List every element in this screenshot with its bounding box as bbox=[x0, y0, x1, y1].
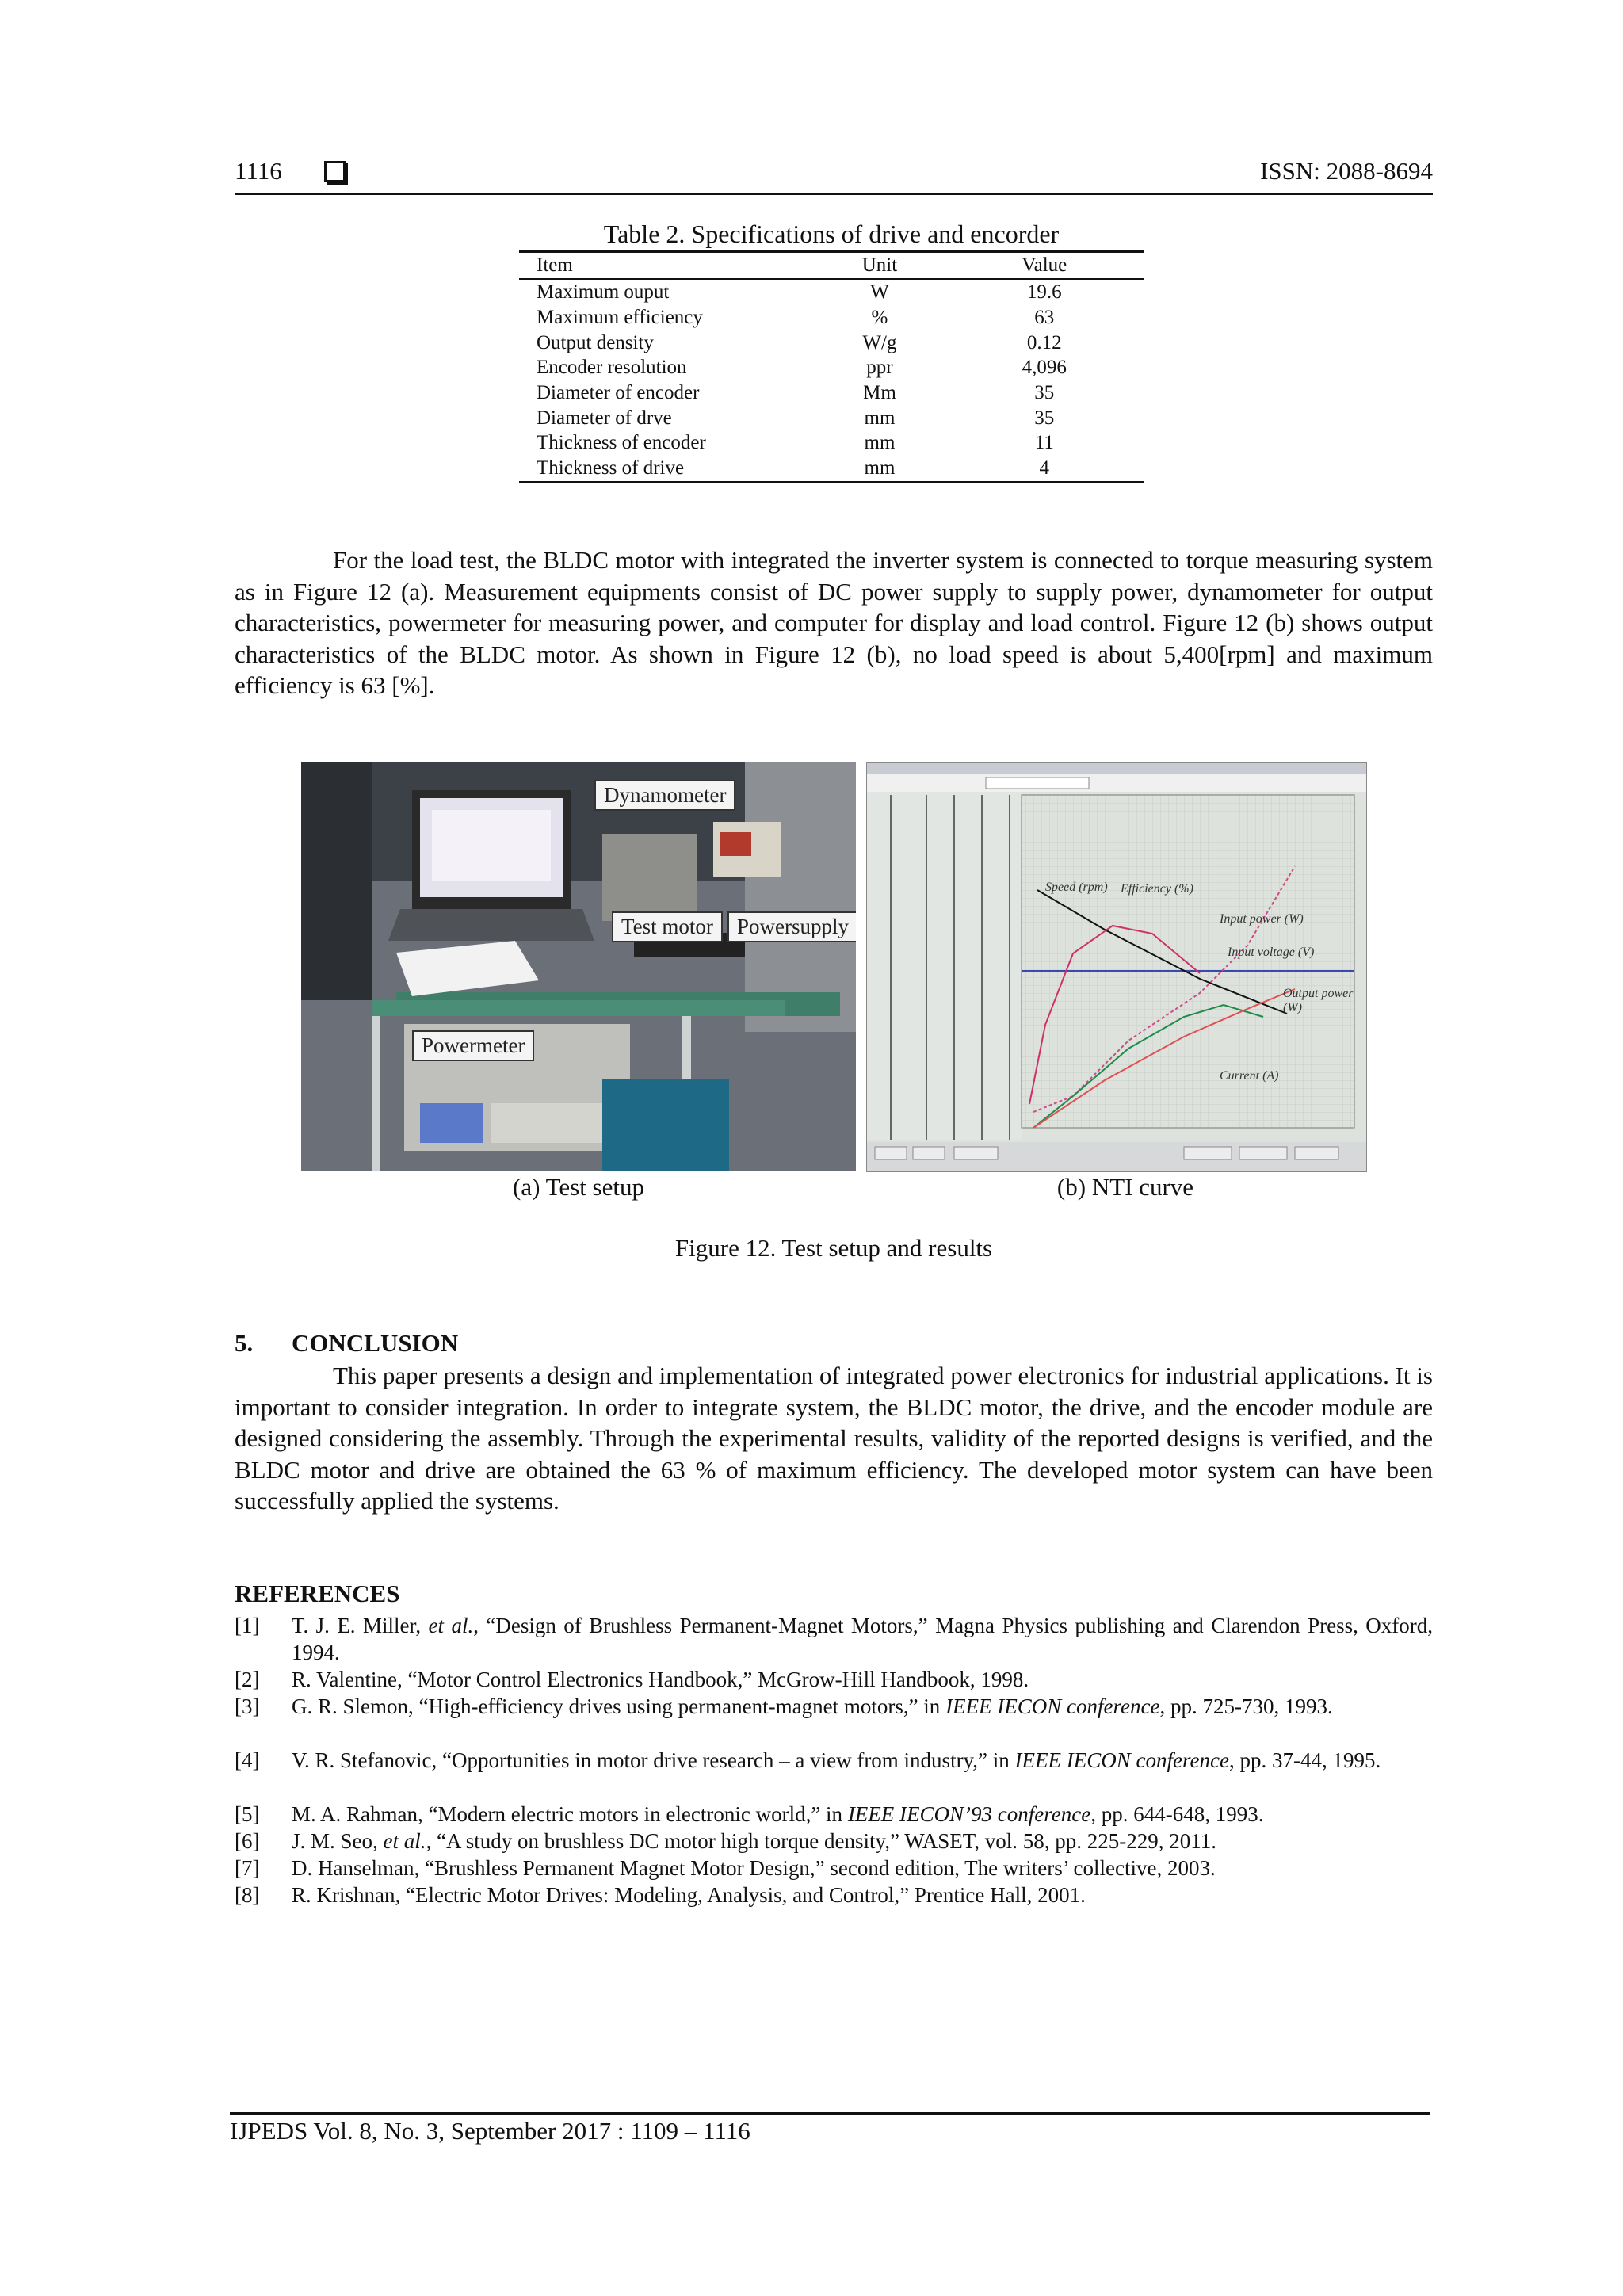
reference-number: [7] bbox=[235, 1856, 260, 1880]
reference-text bbox=[292, 1855, 1433, 1881]
test-motor-label: Test motor bbox=[612, 911, 723, 942]
cell-value: 35 bbox=[1034, 382, 1055, 404]
reference-text-part: , pp. 644-648, 1993. bbox=[1090, 1802, 1264, 1826]
power-supply-label: Powersupply bbox=[727, 911, 856, 942]
page-number: 1116 bbox=[235, 157, 282, 185]
cell-unit: W/g bbox=[862, 331, 897, 353]
reference-text bbox=[292, 1612, 1433, 1666]
reference-text bbox=[292, 1747, 1433, 1774]
spec-table bbox=[519, 250, 1144, 483]
cell-unit: mm bbox=[864, 432, 896, 454]
reference-text bbox=[292, 1801, 1433, 1828]
cell-value: 35 bbox=[1034, 407, 1055, 429]
reference-text-part: J. M. Seo, bbox=[292, 1829, 384, 1853]
table-row bbox=[519, 430, 1144, 456]
reference-italic-part: IEEE IECON conference bbox=[1014, 1748, 1229, 1772]
reference-italic-part: et al., bbox=[383, 1829, 432, 1853]
cell-value: 4,096 bbox=[1022, 357, 1067, 379]
nti-curve-screenshot bbox=[866, 762, 1367, 1172]
reference-item bbox=[235, 1666, 1433, 1693]
reference-text bbox=[292, 1666, 1433, 1693]
cell-unit: % bbox=[871, 307, 888, 329]
table-header-row bbox=[519, 252, 1144, 280]
cell-item: Diameter of encoder bbox=[537, 382, 700, 404]
conclusion-paragraph: This paper presents a design and implementation of integrated power electronics for industrial applications. It is important to consider integration. In order to integrate system, the BLDC motor, the drive, and the encoder module are designed considering the assembly. Through the experimental results, validity of the reported designs is verified, and the BLDC motor and drive are obtained the 63 % of maximum efficiency. The developed motor system can have been successfully applied the systems. bbox=[235, 1362, 1433, 1515]
cell-item: Maximum ouput bbox=[537, 281, 670, 304]
reference-number: [8] bbox=[235, 1883, 260, 1907]
table-caption: Table 2. Specifications of drive and encorder bbox=[603, 220, 1060, 248]
column-header-item: Item bbox=[519, 252, 814, 280]
cell-item: Output density bbox=[537, 331, 654, 353]
cell-item: Thickness of drive bbox=[519, 456, 814, 482]
reference-number: [2] bbox=[235, 1668, 260, 1691]
table-row bbox=[519, 405, 1144, 430]
table-row bbox=[519, 330, 1144, 355]
speed-curve-label: Speed (rpm) bbox=[1045, 881, 1108, 894]
cell-value: 19.6 bbox=[1026, 281, 1062, 304]
reference-item bbox=[235, 1828, 1433, 1855]
conclusion-heading bbox=[235, 1329, 458, 1358]
subcaption-b: (b) NTI curve bbox=[1056, 1173, 1194, 1201]
reference-text-part: D. Hanselman, “Brushless Permanent Magnet Motor Design,” second edition, The writers’ collective, 2003. bbox=[292, 1856, 1216, 1880]
reference-italic-part: et al. bbox=[428, 1614, 474, 1637]
reference-number: [6] bbox=[235, 1829, 260, 1853]
cell-unit: mm bbox=[864, 407, 896, 429]
reference-text bbox=[292, 1828, 1433, 1855]
issn-label: ISSN: 2088-8694 bbox=[1260, 157, 1433, 185]
cell-value: 63 bbox=[1034, 307, 1055, 329]
reference-italic-part: IEEE IECON’93 conference bbox=[847, 1802, 1091, 1826]
reference-text-part: “A study on brushless DC motor high torque density,” WASET, vol. 58, pp. 225-229, 2011. bbox=[431, 1829, 1216, 1853]
powermeter-label: Powermeter bbox=[412, 1030, 534, 1061]
table-row bbox=[519, 355, 1144, 380]
reference-text-part: R. Krishnan, “Electric Motor Drives: Modeling, Analysis, and Control,” Prentice Hall, 2001. bbox=[292, 1883, 1086, 1907]
table-row bbox=[519, 279, 1144, 305]
reference-item bbox=[235, 1801, 1433, 1828]
section-title: CONCLUSION bbox=[292, 1329, 459, 1357]
reference-text-part: M. A. Rahman, “Modern electric motors in electronic world,” in bbox=[292, 1802, 848, 1826]
reference-text bbox=[292, 1693, 1433, 1720]
footer-rule bbox=[230, 2112, 1430, 2115]
table-row bbox=[519, 380, 1144, 406]
nti-curve-plot bbox=[867, 763, 1366, 1171]
reference-number: [5] bbox=[235, 1802, 260, 1826]
reference-text-part: V. R. Stefanovic, “Opportunities in motor drive research – a view from industry,” in bbox=[292, 1748, 1015, 1772]
references-heading: REFERENCES bbox=[235, 1580, 400, 1607]
figure-caption: Figure 12. Test setup and results bbox=[674, 1234, 993, 1262]
test-setup-illustration bbox=[301, 762, 856, 1171]
table-row bbox=[519, 456, 1144, 482]
reference-text-part: G. R. Slemon, “High-efficiency drives using permanent-magnet motors,” in bbox=[292, 1694, 946, 1718]
current-curve-label: Current (A) bbox=[1220, 1069, 1279, 1083]
header-rule bbox=[235, 193, 1433, 195]
input-voltage-curve-label: Input voltage (V) bbox=[1228, 946, 1315, 959]
cell-item: Encoder resolution bbox=[537, 357, 687, 379]
footer-citation: IJPEDS Vol. 8, No. 3, September 2017 : 1109 – 1116 bbox=[230, 2117, 750, 2145]
reference-item bbox=[235, 1855, 1433, 1881]
cell-unit: W bbox=[870, 281, 889, 304]
reference-text-part: , pp. 725-730, 1993. bbox=[1159, 1694, 1333, 1718]
reference-text bbox=[292, 1881, 1433, 1908]
cell-item: Diameter of drve bbox=[537, 407, 672, 429]
reference-item bbox=[235, 1881, 1433, 1908]
reference-italic-part: IEEE IECON conference bbox=[945, 1694, 1160, 1718]
cell-unit: ppr bbox=[866, 357, 893, 379]
reference-number: [4] bbox=[235, 1748, 260, 1772]
cell-unit: Mm bbox=[863, 382, 896, 404]
efficiency-curve-label: Efficiency (%) bbox=[1121, 882, 1193, 896]
input-power-curve-label: Input power (W) bbox=[1220, 912, 1304, 926]
reference-text-part: , “Design of Brushless Permanent-Magnet Motors,” Magna Physics publishing and Clarendon Press, Oxford, 1994. bbox=[292, 1614, 1433, 1664]
cell-item: Maximum efficiency bbox=[537, 307, 703, 329]
dynamometer-label: Dynamometer bbox=[594, 780, 735, 811]
body-paragraph: For the load test, the BLDC motor with integrated the inverter system is connected to torque measuring system as in Figure 12 (a). Measurement equipments consist of DC power supply to supply power, dynamometer for output characteristics, powermeter for measuring power, and computer for display and load control. Figure 12 (b) shows output characteristics of the BLDC motor. As shown in Figure 12 (b), no load speed is about 5,400[rpm] and maximum efficiency is 63 [%]. bbox=[235, 546, 1433, 699]
section-number: 5. bbox=[235, 1329, 254, 1357]
reference-text-part: , pp. 37-44, 1995. bbox=[1228, 1748, 1381, 1772]
table-row bbox=[519, 305, 1144, 330]
column-header-unit: Unit bbox=[814, 252, 945, 280]
reference-item bbox=[235, 1693, 1433, 1720]
subcaption-a: (a) Test setup bbox=[513, 1173, 644, 1201]
reference-item bbox=[235, 1747, 1433, 1774]
reference-text-part: T. J. E. Miller, bbox=[292, 1614, 429, 1637]
output-power-unit-label: (W) bbox=[1283, 1001, 1302, 1014]
cell-value: 4 bbox=[945, 456, 1144, 482]
test-setup-photo bbox=[301, 762, 856, 1171]
reference-item bbox=[235, 1612, 1433, 1666]
column-header-value: Value bbox=[945, 252, 1144, 280]
reference-number: [3] bbox=[235, 1694, 260, 1718]
cell-value: 11 bbox=[1034, 432, 1054, 454]
output-power-curve-label: Output power bbox=[1283, 987, 1354, 1000]
reference-text-part: R. Valentine, “Motor Control Electronics Handbook,” McGrow-Hill Handbook, 1998. bbox=[292, 1668, 1029, 1691]
cell-value: 0.12 bbox=[1026, 331, 1062, 353]
reference-number: [1] bbox=[235, 1614, 260, 1637]
cell-item: Thickness of encoder bbox=[537, 432, 706, 454]
square-bullet-icon bbox=[324, 161, 346, 182]
cell-unit: mm bbox=[814, 456, 945, 482]
